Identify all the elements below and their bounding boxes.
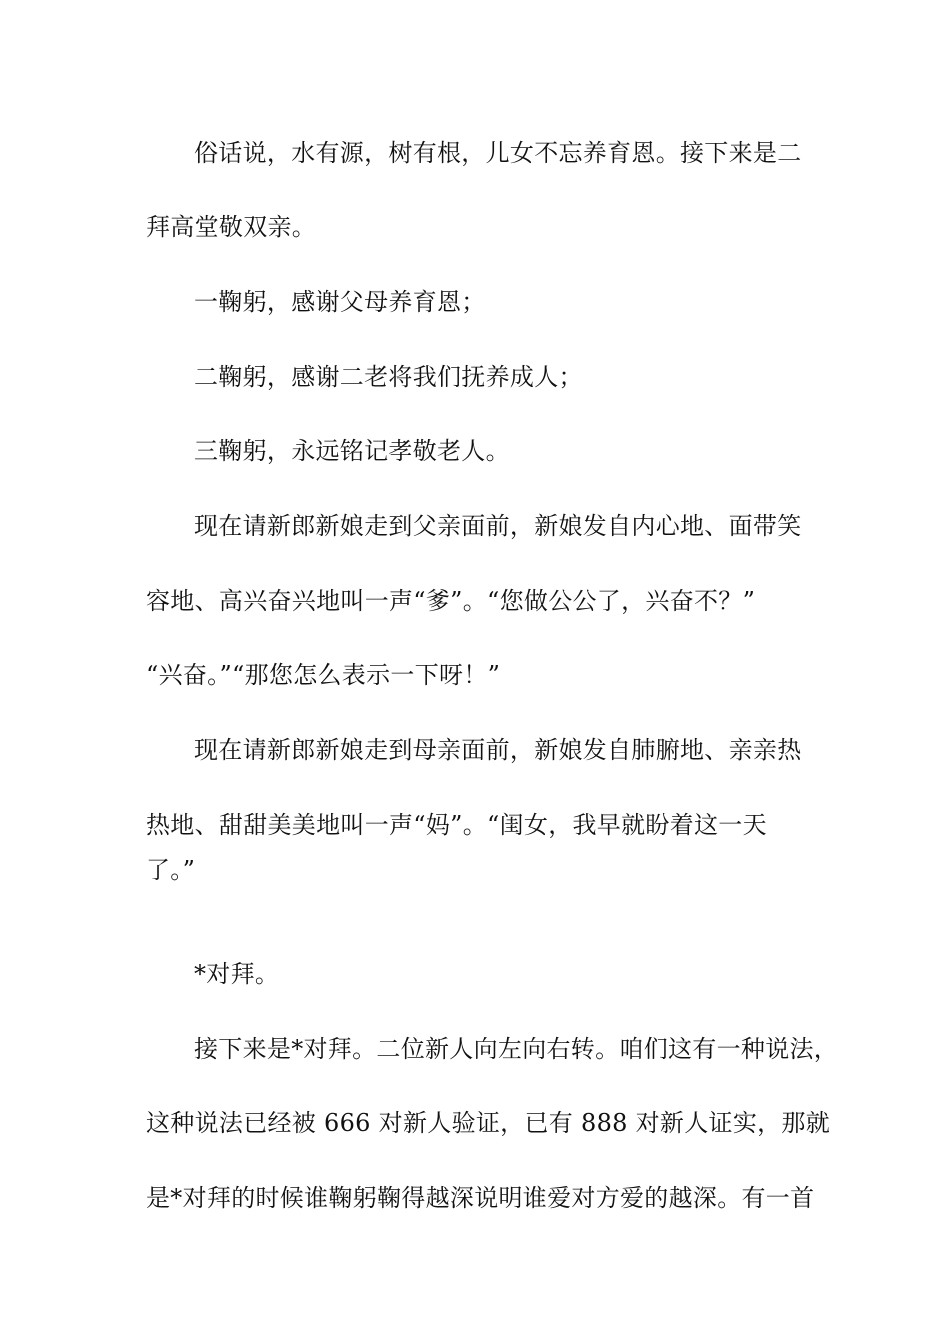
paragraph-1-line-2: 拜高堂敬双亲。	[146, 213, 317, 241]
paragraph-8-line-2: 这种说法已经被 666 对新人验证，已有 888 对新人证实，那就	[146, 1109, 831, 1137]
paragraph-6-line-1: 现在请新郎新娘走到母亲面前，新娘发自肺腑地、亲亲热	[194, 736, 802, 764]
paragraph-8-line-3: 是*对拜的时候谁鞠躬鞠得越深说明谁爱对方爱的越深。有一首	[146, 1184, 815, 1212]
paragraph-2-line-1: 一鞠躬，感谢父母养育恩；	[194, 288, 486, 316]
paragraph-3-line-1: 二鞠躬，感谢二老将我们抚养成人；	[194, 363, 583, 391]
paragraph-5-line-1: 现在请新郎新娘走到父亲面前，新娘发自内心地、面带笑	[194, 512, 802, 540]
paragraph-1-line-1: 俗话说，水有源，树有根，儿女不忘养育恩。接下来是二	[194, 139, 802, 167]
paragraph-5-line-3: “兴奋。”“那您怎么表示一下呀！”	[146, 661, 501, 689]
paragraph-8-line-1: 接下来是*对拜。二位新人向左向右转。咱们这有一种说法，	[194, 1035, 839, 1063]
paragraph-6-line-3: 了。”	[146, 856, 196, 884]
paragraph-6-line-2: 热地、甜甜美美地叫一声“妈”。“闺女，我早就盼着这一天	[146, 811, 767, 839]
paragraph-4-line-1: 三鞠躬，永远铭记孝敬老人。	[194, 437, 510, 465]
paragraph-7-line-1: *对拜。	[194, 960, 280, 988]
paragraph-5-line-2: 容地、高兴奋兴地叫一声“爹”。“您做公公了，兴奋不？”	[146, 587, 756, 615]
